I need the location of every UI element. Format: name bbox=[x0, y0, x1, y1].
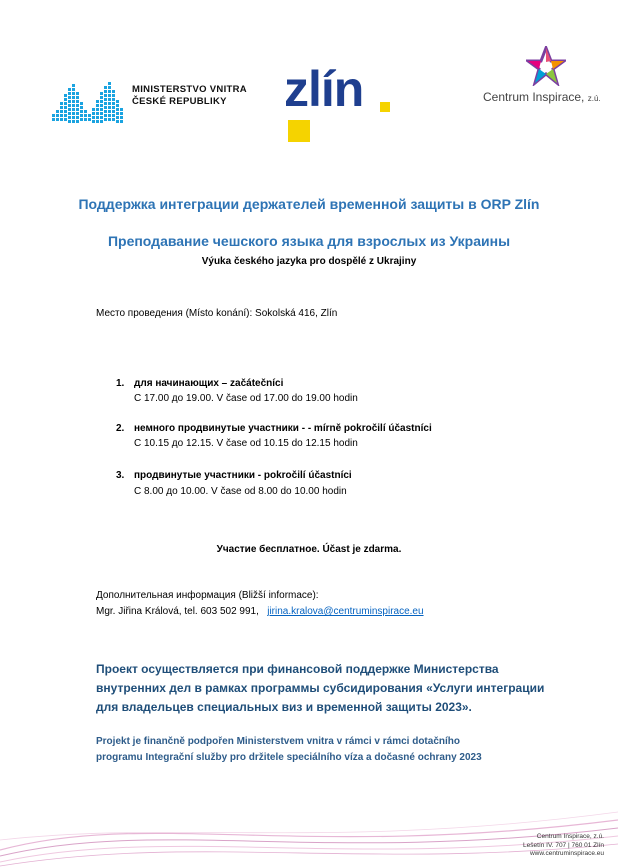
info-label: Дополнительная информация (Bližší informace): bbox=[96, 590, 319, 601]
ministry-logo-dot bbox=[56, 114, 59, 117]
zlin-logo-dot bbox=[380, 102, 390, 112]
ministry-logo-dot bbox=[68, 92, 71, 95]
ministry-line-1: MINISTERSTVO VNITRA bbox=[132, 84, 247, 95]
ministry-logo-dot bbox=[104, 90, 107, 93]
ministry-logo-dot bbox=[96, 112, 99, 115]
ministry-logo-dot bbox=[56, 110, 59, 113]
ministry-logo-dot bbox=[112, 110, 115, 113]
main-title: Поддержка интеграции держателей временной защиты в ORP Zlín bbox=[78, 196, 540, 212]
ministry-logo-dot bbox=[64, 114, 67, 117]
level-1-time: С 17.00 до 19.00. V čase od 17.00 do 19.00 hodin bbox=[134, 393, 358, 404]
ministry-logo-dot bbox=[104, 106, 107, 109]
project-ru-line-3: для владельцев специальных виз и временной защиты 2023». bbox=[96, 700, 472, 714]
ministry-logo-dot bbox=[64, 102, 67, 105]
ministry-logo-dot bbox=[108, 98, 111, 101]
ministry-logo-dot bbox=[72, 88, 75, 91]
centrum-logo-text bbox=[483, 90, 601, 104]
ministry-logo-dot bbox=[108, 114, 111, 117]
ministry-logo-dot bbox=[100, 120, 103, 123]
ministry-logo-text bbox=[132, 84, 247, 108]
ministry-logo-dot bbox=[68, 120, 71, 123]
ministry-logo-dot bbox=[120, 116, 123, 119]
level-3-time: С 8.00 до 10.00. V čase od 8.00 do 10.00 hodin bbox=[134, 486, 347, 497]
ministry-logo-dot bbox=[104, 98, 107, 101]
ministry-logo-dot bbox=[76, 108, 79, 111]
ministry-logo-dot bbox=[64, 118, 67, 121]
ministry-logo-dot bbox=[80, 102, 83, 105]
ministry-logo-dot bbox=[108, 106, 111, 109]
ministry-logo-dot bbox=[92, 116, 95, 119]
project-statement-cz bbox=[96, 734, 566, 766]
centrum-suffix: z.ú. bbox=[587, 94, 601, 103]
ministry-logo-dot bbox=[100, 96, 103, 99]
ministry-logo-dot bbox=[68, 116, 71, 119]
free-participation: Участие бесплатное. Účast je zdarma. bbox=[216, 544, 402, 555]
level-2-time: С 10.15 до 12.15. V čase od 10.15 do 12.15 hodin bbox=[134, 438, 358, 449]
ministry-logo-dot bbox=[60, 114, 63, 117]
ministry-logo-dot bbox=[92, 108, 95, 111]
ministry-logo-dot bbox=[80, 114, 83, 117]
ministry-logo-dot bbox=[68, 112, 71, 115]
ministry-logo-dot bbox=[104, 110, 107, 113]
level-1-number: 1. bbox=[116, 378, 125, 389]
ministry-logo-dot bbox=[76, 100, 79, 103]
ministry-logo-dot bbox=[60, 118, 63, 121]
ministry-logo-dot bbox=[108, 118, 111, 121]
ministry-logo-dot bbox=[108, 86, 111, 89]
ministry-logo-dot bbox=[68, 100, 71, 103]
star-logo-icon bbox=[526, 46, 566, 86]
ministry-logo-dot bbox=[112, 118, 115, 121]
venue-line: Место проведения (Místo konání): Sokolská 416, Zlín bbox=[96, 308, 338, 319]
project-ru-line-2: внутренних дел в рамках программы субсидирования «Услуги интеграции bbox=[96, 681, 545, 695]
ministry-logo-dot bbox=[76, 92, 79, 95]
ministry-logo-dot bbox=[84, 114, 87, 117]
ministry-logo-dot bbox=[88, 118, 91, 121]
ministry-logo-dot bbox=[112, 98, 115, 101]
centrum-name: Centrum Inspirace, bbox=[483, 90, 585, 104]
ministry-logo-dot bbox=[88, 114, 91, 117]
ministry-logo-dot bbox=[72, 104, 75, 107]
ministry-logo-dot bbox=[108, 90, 111, 93]
ministry-logo-dot bbox=[108, 102, 111, 105]
ministry-logo-dot bbox=[80, 118, 83, 121]
zlin-logo-square bbox=[288, 120, 310, 142]
ministry-logo-dot bbox=[72, 96, 75, 99]
footer-line-2: Lešetín IV. 707 | 760 01 Zlín bbox=[523, 841, 604, 849]
ministry-logo-dot bbox=[76, 104, 79, 107]
ministry-logo-dot bbox=[112, 90, 115, 93]
ministry-logo-dot bbox=[72, 100, 75, 103]
ministry-logo-dot bbox=[52, 114, 55, 117]
ministry-logo-dot bbox=[120, 108, 123, 111]
ministry-logo-dot bbox=[100, 104, 103, 107]
ministry-logo-dot bbox=[60, 106, 63, 109]
ministry-logo-dot bbox=[100, 100, 103, 103]
ministry-logo-dot bbox=[116, 108, 119, 111]
ministry-logo-dot bbox=[100, 108, 103, 111]
ministry-logo-dot bbox=[120, 112, 123, 115]
ministry-logo-dot bbox=[108, 110, 111, 113]
ministry-logo-dot bbox=[112, 102, 115, 105]
ministry-logo-dot bbox=[64, 94, 67, 97]
ministry-logo-dot bbox=[96, 108, 99, 111]
ministry-logo-dot bbox=[120, 120, 123, 123]
project-ru-line-1: Проект осуществляется при финансовой поддержке Министерства bbox=[96, 662, 499, 676]
ministry-logo-dot bbox=[92, 120, 95, 123]
project-cz-line-2: programu Integrační služby pro držitele speciálního víza a dočasné ochrany 2023 bbox=[96, 752, 482, 763]
ministry-logo-dot bbox=[72, 112, 75, 115]
ministry-logo-dot bbox=[76, 116, 79, 119]
project-cz-line-1: Projekt je finančně podpořen Ministerstvem vnitra v rámci v rámci dotačního bbox=[96, 736, 460, 747]
ministry-logo-dot bbox=[100, 116, 103, 119]
project-statement-ru bbox=[96, 660, 566, 717]
ministry-logo-dot bbox=[76, 120, 79, 123]
ministry-logo-dot bbox=[108, 82, 111, 85]
ministry-logo-dot bbox=[92, 112, 95, 115]
ministry-logo-dot bbox=[104, 118, 107, 121]
ministry-logo-dot bbox=[104, 86, 107, 89]
ministry-logo-dot bbox=[116, 112, 119, 115]
ministry-logo-dot bbox=[84, 118, 87, 121]
ministry-logo-dot bbox=[100, 112, 103, 115]
footer-address bbox=[523, 833, 604, 859]
ministry-logo-dot bbox=[60, 102, 63, 105]
level-1-title: для начинающих – začátečníci bbox=[134, 378, 284, 389]
contact-line bbox=[96, 606, 424, 617]
ministry-logo-dot bbox=[68, 108, 71, 111]
ministry-logo-dot bbox=[56, 118, 59, 121]
email-link[interactable]: jirina.kralova@centruminspirace.eu bbox=[267, 606, 424, 617]
ministry-logo-dot bbox=[68, 104, 71, 107]
ministry-logo-dot bbox=[96, 116, 99, 119]
contact-name-phone: Mgr. Jiřina Králová, tel. 603 502 991, bbox=[96, 606, 259, 617]
ministry-logo-dot bbox=[64, 98, 67, 101]
footer-line-3: www.centruminspirace.eu bbox=[529, 850, 604, 857]
ministry-logo-dot bbox=[68, 96, 71, 99]
ministry-logo-dot bbox=[84, 110, 87, 113]
ministry-line-2: ČESKÉ REPUBLIKY bbox=[132, 96, 227, 107]
ministry-logo-dot bbox=[72, 120, 75, 123]
course-title-ru: Преподавание чешского языка для взрослых из Украины bbox=[107, 233, 511, 249]
ministry-logo-dot bbox=[72, 116, 75, 119]
level-3-title: продвинутые участники - pokročilí účastníci bbox=[134, 470, 352, 481]
ministry-logo-dot bbox=[116, 116, 119, 119]
ministry-logo-dot bbox=[80, 106, 83, 109]
zlin-logo-word: zlín bbox=[284, 61, 364, 117]
ministry-logo-dot bbox=[52, 118, 55, 121]
ministry-logo-dot bbox=[72, 92, 75, 95]
ministry-logo-dot bbox=[116, 120, 119, 123]
ministry-logo-dot bbox=[80, 110, 83, 113]
ministry-logo-dot bbox=[72, 108, 75, 111]
ministry-logo-dot bbox=[76, 112, 79, 115]
footer-line-1: Centrum Inspirace, z.ú. bbox=[536, 833, 604, 840]
ministry-logo-dot bbox=[60, 110, 63, 113]
ministry-logo-dot bbox=[104, 102, 107, 105]
ministry-logo-dot bbox=[104, 114, 107, 117]
ministry-logo-dot bbox=[112, 94, 115, 97]
ministry-logo-dot bbox=[104, 94, 107, 97]
level-3-number: 3. bbox=[116, 470, 125, 481]
ministry-logo-dot bbox=[100, 92, 103, 95]
course-title-cz: Výuka českého jazyka pro dospělé z Ukrajiny bbox=[201, 256, 417, 267]
level-2-title: немного продвинутые участники - - mírně pokročilí účastníci bbox=[134, 423, 432, 434]
ministry-logo-dot bbox=[96, 120, 99, 123]
ministry-logo-dot bbox=[112, 114, 115, 117]
level-2-number: 2. bbox=[116, 423, 125, 434]
ministry-logo-dot bbox=[68, 88, 71, 91]
ministry-logo-dot bbox=[72, 84, 75, 87]
ministry-logo-dot bbox=[64, 110, 67, 113]
ministry-logo-dot bbox=[64, 106, 67, 109]
ministry-logo-dot bbox=[76, 96, 79, 99]
ministry-logo-dot bbox=[108, 94, 111, 97]
ministry-logo-dot bbox=[96, 100, 99, 103]
ministry-logo-dot bbox=[116, 100, 119, 103]
ministry-logo-dot bbox=[96, 104, 99, 107]
ministry-logo-dot bbox=[116, 104, 119, 107]
ministry-logo-dot bbox=[112, 106, 115, 109]
